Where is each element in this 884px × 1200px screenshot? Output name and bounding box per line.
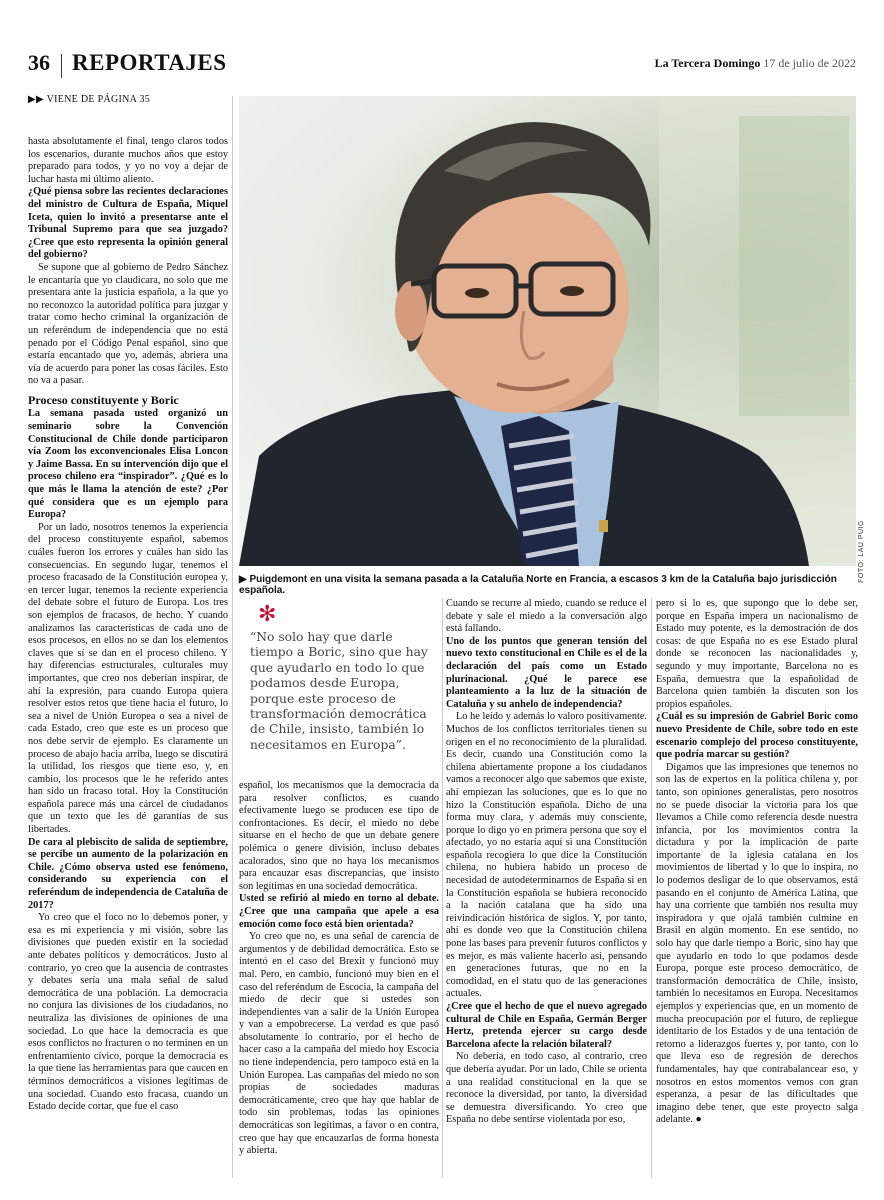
article-column-4 <box>656 598 858 1180</box>
question: ¿Qué piensa sobre las recientes declaraciones del ministro de Cultura de España, Miquel Iceta, quien lo invitó a presentarse ante el Tribunal Supremo para que sea juzgado? ¿Cree que esto representa la opinión general del gobierno? <box>28 186 228 261</box>
question: ¿Cuál es su impresión de Gabriel Boric como nuevo Presidente de Chile, sobre todo en este escenario complejo del proceso constituyente, que podría marcar su gestión? <box>656 711 858 761</box>
article-column-3 <box>446 598 647 1180</box>
column-divider <box>651 598 652 1178</box>
paragraph: Digamos que las impresiones que tenemos no son las de expertos en la política chilena y, por tanto, son opiniones generalistas, pero nosotros no se puede disociar la victoria para los que llevamos a Chile como referencia desde nuestra infancia, por los movimientos contra la dictadura y por la implicación de parte importante de la iglesia catalana en los movimientos de libertad y lo que lo inspira, no lo podemos desligar de lo que observamos, está pasando en el conjunto de América Latina, que hay una corriente que también nos resulta muy inspiradora y que ojalá también culmine en Brasil en algún momento. En ese sentido, no solo hay que darle tiempo a Boric, sino hay que que ayudarlo en todo lo que podamos desde Europa, porque este proceso democrático, de transformación democrática de Chile, insisto, también lo necesitamos en Europa. Necesitamos ejemplos y experiencias que, en un momento de mucha preocupación por el futuro, de repliegue identitario de los Estados y de una tentación de retorno a liderazgos fuertes y, por tanto, con lo que lleva eso de regresión de derechos fundamentales, hay que contrabalancear eso, y nosotros en estos momentos vemos con gran esperanza, a pesar de las dificultades que imagino debe tener, que este proyecto salga adelante. ● <box>656 761 858 1126</box>
question: La semana pasada usted organizó un seminario sobre la Convención Constitucional de Chile donde participaron vía Zoom los exconvencionales Elisa Loncon y Jaime Bassa. En su intervención dijo que el proceso chileno era “inspirador”. ¿Qué es lo que más le llama la atención de este? ¿Por qué considera que es un ejemplo para Europa? <box>28 408 228 521</box>
page-number: 36 <box>28 50 50 75</box>
subheading: Proceso constituyente y Boric <box>28 392 179 407</box>
section-title: REPORTAJES <box>72 50 227 75</box>
publication-date: 17 de julio de 2022 <box>763 56 856 70</box>
question: Uno de los puntos que generan tensión del nuevo texto constitucional en Chile es el de la declaración del país como un Estado plurinacional. ¿Qué le parece ese planteamiento a la luz de la situación de Cataluña y su anhelo de independencia? <box>446 635 647 710</box>
paragraph: hasta absolutamente el final, tengo claros todos los escenarios, durante muchos años que estoy preparado para todos, y yo no voy a dejar de luchar hasta mi último aliento. <box>28 136 228 185</box>
photo-credit: FOTO: LAU PUIG <box>858 520 865 583</box>
pull-quote <box>250 604 436 753</box>
paragraph: español, los mecanismos que la democracia da para resolver conflictos, es cuando efectivamente luego se producen ese tipo de confrontaciones. Es decir, el miedo no debe situarse en el hecho de que un debate genere polémica o genere división, incluso debates acalorados, sino que no haya los mecanismos para encauzar esas discrepancias, que insisto son legítimas en una sociedad democrática. <box>239 780 439 892</box>
question: ¿Cree que el hecho de que el nuevo agregado cultural de Chile en España, Germán Berger Hertz, pretenda ejercer su cargo desde Barcelona afecte la relación bilateral? <box>446 1001 647 1050</box>
column-divider <box>232 96 233 1178</box>
paragraph: No debería, en todo caso, al contrario, creo que debería ayudar. Por un lado, Chile se orienta a una realidad constitucional en la que se reconoce la diversidad, por tanto, la diversidad se demuestra diversificando. Yo creo que España no debe sentirse violentada por eso, <box>446 1051 647 1126</box>
question: Usted se refirió al miedo en torno al debate. ¿Cree que una campaña que apele a esa emoción como foco está bien orientada? <box>239 893 439 930</box>
asterisk-icon: ✻ <box>258 602 277 627</box>
page-header <box>28 50 856 80</box>
header-divider <box>61 54 62 78</box>
paragraph: Yo creo que el foco no lo debemos poner, y esa es mi experiencia y mi visión, sobre las divisiones que pueden existir en la sociedad ante debates políticos y democráticos. Justo al contrario, yo creo que la ausencia de contrastes y debates sería una mala señal de salud democrática de una población. La democracia no conjura las divisiones de los ciudadanos, no neutraliza las divisiones de opiniones de una sociedad. Lo que hace la democracia es que esos conflictos no fracturen o no terminen en un enfrentamiento cívico, porque la democracia es la que tiene las herramientas para que caucen en términos democráticos a visiones legítimas de una sociedad. Cuando esto fracasa, cuando un Estado decide cortar, que fue el caso <box>28 912 228 1113</box>
photo-caption: ▶ Puigdemont en una visita la semana pasada a la Cataluña Norte en Francia, a escasos 3 km de la Cataluña bajo jurisdicción española. <box>239 574 837 596</box>
paragraph: Yo creo que no, es una señal de carencia de argumentos y de debilidad democrática. Esto se intentó en el caso del Brexit y funcionó muy mal. Pero, en cambio, funcionó muy bien en el caso del referéndum de Escocia, la campaña del miedo de decir que si ustedes son independientes van a salir de la Unión Europea y van a empobrecerse. La verdad es que pasó absolutamente lo contrario, por el hecho de hacer caso a la campaña del miedo hoy Escocia no tiene independencia, pero tampoco está en la Unión Europea. Las campañas del miedo no son propias de sociedades maduras democráticamente, creo que hay que hablar de todo sin problemas, todas las opiniones democráticas son legítimas, a favor o en contra, creo que hay que encauzarlas de forma honesta y abierta. <box>239 931 439 1157</box>
portrait-photo <box>239 96 856 566</box>
publication-name: La Tercera Domingo <box>654 56 761 70</box>
paragraph: Cuando se recurre al miedo, cuando se reduce el debate y sale el miedo a la conversación algo está fallando. <box>446 598 647 635</box>
article-column-1 <box>28 136 228 1180</box>
question: De cara al plebiscito de salida de septiembre, se percibe un aumento de la polarización en Chile. ¿Cómo observa usted ese fenómeno, considerando su experiencia con el referéndum de independencia de Cataluña de 2017? <box>28 836 228 911</box>
paragraph: Lo he leído y además lo valoro positivamente. Muchos de los conflictos territoriales tienen su origen en el no reconocimiento de la pluralidad. Es decir, cuando una Constitución como la chilena abiertamente propone a los ciudadanos vamos a reconocer algo que sabemos que existe, ahí empiezan las soluciones, que es lo que no hizo la Constitución española. Dicho de una forma muy clara, y además muy consciente, porque lo digo yo en primera persona que soy el afectado, yo no estaría aquí si una Constitución española recogiera lo que dice la Constitución chilena, no hubiera habido un proceso de necesidad de autodeterminarnos de España si en la Constitución española se hubiera reconocido a la nación catalana que ha sido una reivindicación histórica de siglos. Y, por tanto, ahí es donde veo que la Constitución chilena pone las bases para prevenir futuros conflictos y es mejor, es más valiente hacerlo así, pensando en generaciones futuras, que no en la comodidad, en el statu quo de las generaciones actuales. <box>446 711 647 1000</box>
paragraph: Por un lado, nosotros tenemos la experiencia del proceso constituyente español, sabemos cuáles fueron los errores y cuáles han sido las consecuencias. En segundo lugar, tenemos el proceso fracasado de la Constitución europea y, en tercer lugar, tenemos la reciente experiencia del debate sobre el futuro de Europa. Los tres son ejemplos de fracasos, de hecho. Y cuando analizamos las características de cada uno de esos procesos, en ellos no se dan los elementos claves que sí se dan en el proceso chileno. Y hay diferencias estructurales, culturales muy importantes, que creo nos deberían inspirar, de ahí la expresión, para cuando Europa quiera resolver estos retos que tiene hacia el futuro, lo sea a nivel de Unión Europea o sea a nivel de cada Estado, creo que este es un proceso que nos debe servir de ejemplo. Es claramente un proceso de abajo hacia arriba, luego se discutirá la utilidad, los riesgos que tiene eso, y, en cambio, los procesos que le he referido antes han sido un fracaso total. Hoy la Constitución española parece más una cárcel de ciudadanos que un texto que les dé garantías de sus libertades. <box>28 521 228 836</box>
continued-from-label: ▶▶ VIENE DE PÁGINA 35 <box>28 94 151 105</box>
column-divider <box>442 598 443 1178</box>
portrait-illustration <box>239 96 856 566</box>
pull-quote-text: “No solo hay que darle tiempo a Boric, sino que hay que ayudarlo en todo lo que podamos desde Europa, porque este proceso de transformación democrática de Chile, insisto, también lo necesitamos en Europa”. <box>250 630 428 752</box>
publication-line <box>655 56 856 71</box>
article-column-2 <box>239 780 439 1180</box>
paragraph: pero si lo es, que supongo que lo debe ser, porque en España impera un nacionalismo de Estado muy potente, es la demostración de dos cosas: de que España no es ese Estado plural donde se reconocen las nacionalidades y, segundo y muy importante, Barcelona no es España, demuestra que la españolidad de Barcelona quien también la discuten son los propios españoles. <box>656 598 858 710</box>
paragraph: Se supone que al gobierno de Pedro Sánchez le encantaría que yo claudicara, no solo que me presentara ante la justicia española, a la que yo no reconozco la autoridad política para juzgar y tratar como hecho criminal la organización de un referéndum de independencia que no está penado por el Código Penal español, sino que estaría encantado que yo, además, abriera una vía de acuerdo para poner las cosas fáciles. Esto no va a pasar. <box>28 261 228 387</box>
